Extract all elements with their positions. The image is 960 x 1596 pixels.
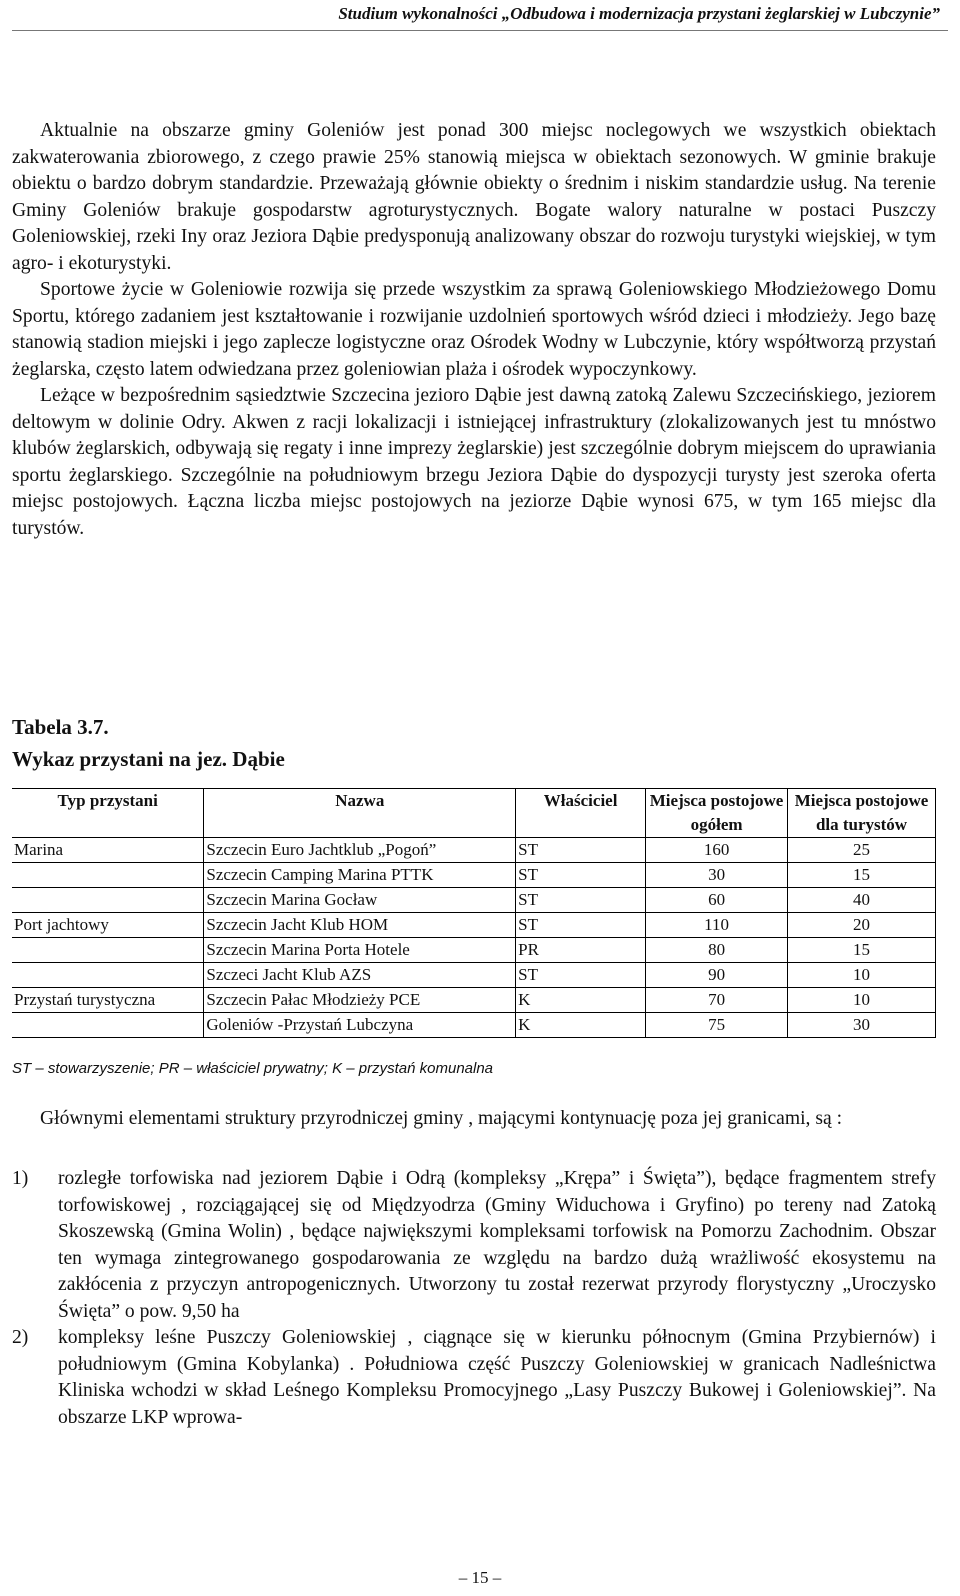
table-cell: Szczecin Marina Gocław [204, 888, 516, 913]
table-cell: 15 [788, 938, 936, 963]
table-cell: 25 [788, 838, 936, 863]
body-text [12, 118, 936, 542]
table-cell: K [516, 1013, 646, 1038]
page-number: – 15 – [458, 1568, 502, 1587]
table-caption-title: Wykaz przystani na jez. Dąbie [12, 747, 285, 771]
column-header: Nazwa [204, 789, 516, 838]
table-header-row [12, 789, 936, 838]
table-cell: 110 [646, 913, 788, 938]
table-cell: 40 [788, 888, 936, 913]
table-cell: ST [516, 888, 646, 913]
column-header: Miejsca postojowe ogółem [646, 789, 788, 838]
list-number: 1) [12, 1168, 29, 1189]
table-cell: 160 [646, 838, 788, 863]
column-header: Właściciel [516, 789, 646, 838]
table-cell [12, 863, 204, 888]
list-text: kompleksy leśne Puszczy Goleniowskiej , ciągnące się w kierunku północnym (Gmina Przybiernów) i południowym (Gmina Kobylanka) . Południowa część Puszczy Goleniowskiej w granicach Nadleśnictwa Kliniska wchodzi w skład Leśnego Kompleksu Promocyjnego „Lasy Puszczy Bukowej i Goleniowskiej”. Na obszarze LKP wprowa- [58, 1327, 936, 1428]
table-cell: 60 [646, 888, 788, 913]
paragraph: Sportowe życie w Goleniowie rozwija się przede wszystkim za sprawą Goleniowskiego Młodzieżowego Domu Sportu, którego zadaniem jest kształtowanie i rozwijanie uzdolnień sportowych wśród dzieci i młodzieży. Jego bazę stanowią stadion miejski i jego zaplecze logistyczne oraz Ośrodek Wodny w Lubczynie, który współtworzą przystań żeglarska, często latem odwiedzana przez goleniowian plaża i ośrodek wypoczynkowy. [12, 279, 936, 380]
table-row [12, 938, 936, 963]
numbered-list [12, 1166, 936, 1431]
table-cell: ST [516, 838, 646, 863]
list-item [12, 1166, 936, 1325]
table-cell: 30 [646, 863, 788, 888]
running-header: Studium wykonalności „Odbudowa i modernizacja przystani żeglarskiej w Lubczynie” [338, 4, 940, 23]
table-cell: Szczecin Jacht Klub HOM [204, 913, 516, 938]
table-cell: 80 [646, 938, 788, 963]
paragraph: Aktualnie na obszarze gminy Goleniów jest ponad 300 miejsc noclegowych we wszystkich obiektach zakwaterowania zbiorowego, z czego prawie 25% stanowią miejsca w obiektach sezonowych. W gminie brakuje obiektu o bardzo dobrym standardzie. Przeważają głównie obiekty o średnim i niskim standardzie usług. Na terenie Gminy Goleniów brakuje gospodarstw agroturystycznych. Bogate walory naturalne w postaci Puszczy Goleniowskiej, rzeki Iny oraz Jeziora Dąbie predysponują analizowany obszar do rozwoju turystyki wiejskiej, w tym agro- i ekoturystyki. [12, 120, 936, 274]
intro-text [12, 1106, 936, 1133]
list-item [12, 1325, 936, 1431]
paragraph: Leżące w bezpośrednim sąsiedztwie Szczecina jezioro Dąbie jest dawną zatoką Zalewu Szczecińskiego, jeziorem deltowym w dolinie Odry. Akwen z racji lokalizacji i istniejącej infrastruktury (zlokalizowanych jest tu mnóstwo klubów żeglarskich, odbywają się regaty i inne imprezy żeglarskie) jest szczególnie dobrym miejscem do uprawiania sportu żeglarskiego. Szczególnie na południowym brzegu Jeziora Dąbie do dyspozycji turysty jest szeroka oferta miejsc postojowych. Łączna liczba miejsc postojowych na jeziorze Dąbie wynosi 675, w tym 165 miejsc dla turystów. [12, 385, 936, 539]
table-row [12, 888, 936, 913]
table-cell: 10 [788, 988, 936, 1013]
table-cell: Przystań turystyczna [12, 988, 204, 1013]
table-row [12, 913, 936, 938]
table-cell: Marina [12, 838, 204, 863]
table-legend-note: ST – stowarzyszenie; PR – właściciel prywatny; K – przystań komunalna [12, 1060, 494, 1077]
table-caption-number: Tabela 3.7. [12, 715, 109, 739]
table-cell: Szczecin Pałac Młodzieży PCE [204, 988, 516, 1013]
table-cell: 75 [646, 1013, 788, 1038]
table-cell [12, 1013, 204, 1038]
table-cell [12, 888, 204, 913]
table-cell: K [516, 988, 646, 1013]
table-cell: ST [516, 913, 646, 938]
paragraph: Głównymi elementami struktury przyrodniczej gminy , mającymi kontynuację poza jej granicami, są : [40, 1108, 843, 1129]
table-row [12, 1013, 936, 1038]
table-cell: 90 [646, 963, 788, 988]
header-rule [12, 30, 948, 31]
column-header: Miejsca postojowe dla turystów [788, 789, 936, 838]
table-cell: 10 [788, 963, 936, 988]
table-row [12, 863, 936, 888]
table-cell: PR [516, 938, 646, 963]
table-row [12, 988, 936, 1013]
table-row [12, 963, 936, 988]
table-cell: Szczecin Marina Porta Hotele [204, 938, 516, 963]
table-cell: 20 [788, 913, 936, 938]
table-cell: ST [516, 963, 646, 988]
table-cell [12, 963, 204, 988]
table-cell: Goleniów -Przystań Lubczyna [204, 1013, 516, 1038]
table-cell: ST [516, 863, 646, 888]
table-cell: 70 [646, 988, 788, 1013]
table-cell: 30 [788, 1013, 936, 1038]
marinas-table [12, 788, 936, 1038]
table-cell: Szczeci Jacht Klub AZS [204, 963, 516, 988]
column-header: Typ przystani [12, 789, 204, 838]
list-text: rozległe torfowiska nad jeziorem Dąbie i Odrą (kompleksy „Krępa” i Święta”), będące fragmentem strefy torfowiskowej , rozciągającej się od Międzyodrza (Gminy Widuchowa i Gryfino) po tereny nad Zatoką Skoszewską (Gmina Wolin) , będące największymi kompleksami torfowisk na Pomorzu Zachodnim. Obszar ten wymaga zintegrowanego gospodarowania ze względu na bardzo dużą wrażliwość ekosystemu na zakłócenia z przyczyn antropogenicznych. Utworzony tu został rezerwat przyrody florystyczny „Uroczysko Święta” o pow. 9,50 ha [58, 1168, 936, 1322]
table-cell: 15 [788, 863, 936, 888]
table-cell: Szczecin Euro Jachtklub „Pogoń” [204, 838, 516, 863]
table-row [12, 838, 936, 863]
table-cell [12, 938, 204, 963]
table-cell: Port jachtowy [12, 913, 204, 938]
list-number: 2) [12, 1327, 29, 1348]
table-cell: Szczecin Camping Marina PTTK [204, 863, 516, 888]
